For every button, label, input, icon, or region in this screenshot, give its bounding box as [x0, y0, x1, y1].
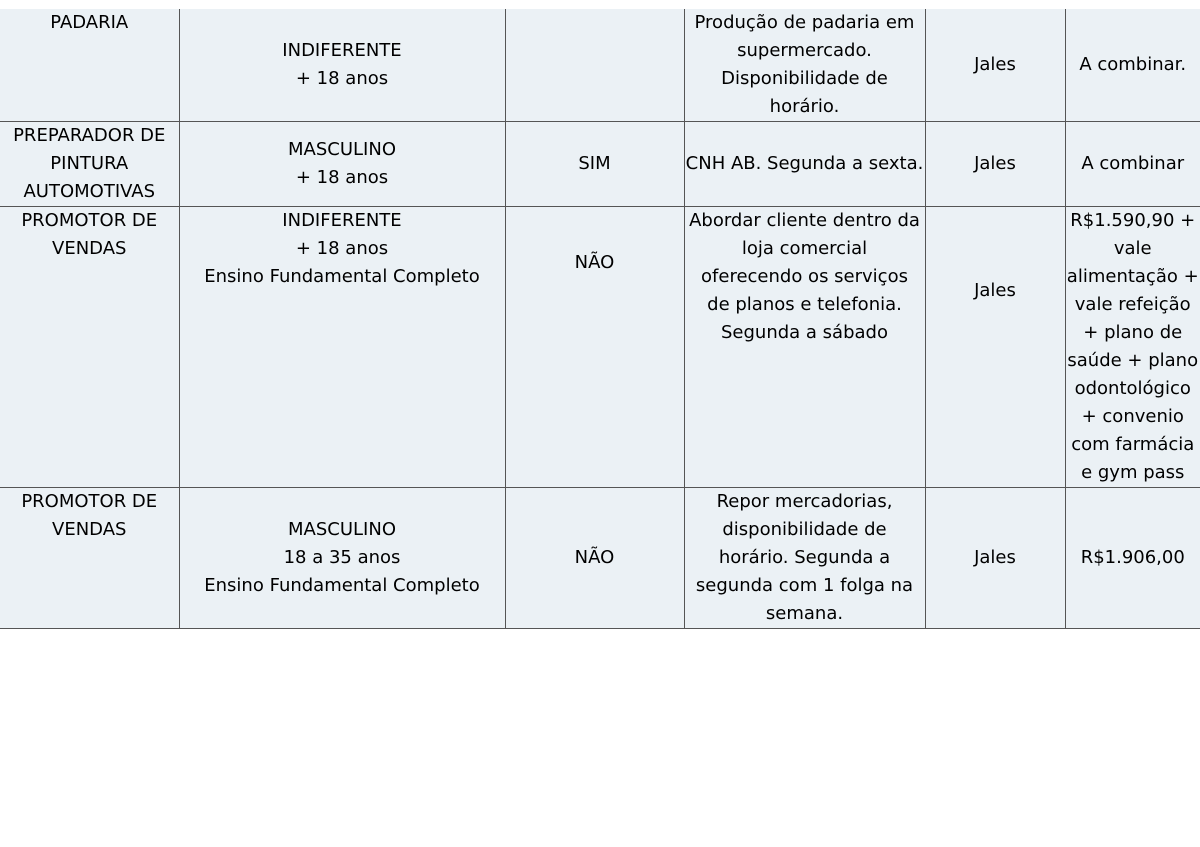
- cidade-cell: Jales: [925, 488, 1065, 629]
- cargo-cell: [0, 488, 179, 629]
- salario-line: odontológico: [1074, 378, 1191, 399]
- cidade-cell: Jales: [925, 207, 1065, 488]
- requisitos-cell: [179, 9, 505, 122]
- cargo-cell: [0, 9, 179, 122]
- requisitos-line: Ensino Fundamental Completo: [204, 575, 480, 596]
- descricao-cell: [684, 488, 925, 629]
- descricao-line: Produção de padaria em: [694, 12, 915, 33]
- salario-cell: [1065, 9, 1200, 122]
- requisitos-line: INDIFERENTE: [282, 40, 402, 61]
- requisitos-line: INDIFERENTE: [282, 210, 402, 231]
- requisitos-line: 18 a 35 anos: [283, 547, 401, 568]
- descricao-cell: [684, 9, 925, 122]
- experiencia-cell: SIM: [505, 122, 684, 207]
- descricao-cell: [684, 207, 925, 488]
- cargo-line: VENDAS: [52, 519, 127, 540]
- salario-line: R$1.906,00: [1080, 547, 1185, 568]
- salario-cell: [1065, 122, 1200, 207]
- salario-line: R$1.590,90 +: [1070, 210, 1196, 231]
- salario-line: com farmácia: [1071, 434, 1195, 455]
- requisitos-cell: [179, 122, 505, 207]
- descricao-line: segunda com 1 folga na: [695, 575, 914, 596]
- salario-line: vale: [1113, 238, 1152, 259]
- requisitos-line: + 18 anos: [295, 167, 389, 188]
- requisitos-line: MASCULINO: [288, 139, 396, 160]
- job-listings-table: [0, 9, 1200, 629]
- table-row: [0, 9, 1200, 122]
- descricao-line: horário. Segunda a: [718, 547, 891, 568]
- descricao-line: Abordar cliente dentro da: [689, 210, 920, 231]
- salario-line: saúde + plano: [1067, 350, 1199, 371]
- salario-line: e gym pass: [1081, 462, 1185, 483]
- cargo-line: PADARIA: [50, 12, 129, 33]
- salario-line: A combinar: [1081, 153, 1185, 174]
- cargo-line: VENDAS: [52, 238, 127, 259]
- descricao-line: disponibilidade de: [722, 519, 887, 540]
- cargo-line: PREPARADOR DE: [13, 125, 166, 146]
- cidade-cell: Jales: [925, 9, 1065, 122]
- cargo-line: PROMOTOR DE: [21, 491, 158, 512]
- descricao-line: oferecendo os serviços: [701, 266, 908, 287]
- salario-cell: [1065, 488, 1200, 629]
- cargo-cell: [0, 207, 179, 488]
- cargo-line: PINTURA: [50, 153, 129, 174]
- descricao-line: horário.: [769, 96, 840, 117]
- cargo-line: AUTOMOTIVAS: [23, 181, 156, 202]
- descricao-cell: [684, 122, 925, 207]
- cidade-cell: Jales: [925, 122, 1065, 207]
- descricao-line: Segunda a sábado: [721, 322, 888, 343]
- experiencia-cell: [505, 9, 684, 122]
- requisitos-line: Ensino Fundamental Completo: [204, 266, 480, 287]
- descricao-line: semana.: [765, 603, 844, 624]
- table-row: [0, 488, 1200, 629]
- cargo-cell: [0, 122, 179, 207]
- requisitos-line: + 18 anos: [295, 68, 389, 89]
- table-row: [0, 207, 1200, 488]
- descricao-line: loja comercial: [741, 238, 868, 259]
- requisitos-cell: [179, 488, 505, 629]
- descricao-line: supermercado.: [737, 40, 872, 61]
- descricao-line: CNH AB. Segunda a sexta.: [685, 153, 924, 174]
- descricao-line: Disponibilidade de: [721, 68, 888, 89]
- experiencia-cell: NÃO: [505, 488, 684, 629]
- cargo-line: PROMOTOR DE: [21, 210, 158, 231]
- salario-line: alimentação +: [1066, 266, 1199, 287]
- requisitos-line: + 18 anos: [295, 238, 389, 259]
- descricao-line: Repor mercadorias,: [716, 491, 893, 512]
- salario-cell: [1065, 207, 1200, 488]
- salario-line: A combinar.: [1079, 54, 1187, 75]
- requisitos-cell: [179, 207, 505, 488]
- descricao-line: de planos e telefonia.: [707, 294, 902, 315]
- requisitos-line: MASCULINO: [288, 519, 396, 540]
- salario-line: + convenio: [1081, 406, 1184, 427]
- salario-line: + plano de: [1083, 322, 1183, 343]
- salario-line: vale refeição: [1074, 294, 1191, 315]
- table-row: [0, 122, 1200, 207]
- experiencia-cell: NÃO: [505, 207, 684, 488]
